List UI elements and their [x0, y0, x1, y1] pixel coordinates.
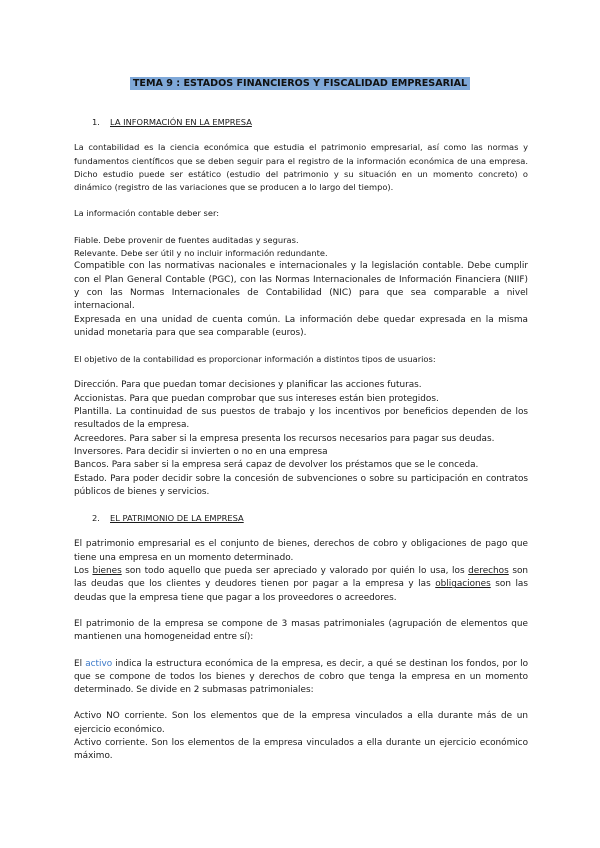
activo-pre: El	[74, 658, 86, 669]
user-accionistas: Accionistas. Para que puedan comprobar que sus intereses están bien protegidos.	[74, 393, 439, 404]
document-body	[74, 116, 528, 764]
masses-paragraph: El patrimonio de la empresa se compone de 3 masas patrimoniales (agrupación de elementos que mantienen una homogeneidad entre sí):	[74, 618, 528, 643]
activo-corriente: Activo corriente. Son los elementos de la empresa vinculados a ella durante un ejercicio económico máximo.	[74, 737, 528, 762]
requirement-compatible: Compatible con las normativas nacionales e internacionales y la legislación contable. Debe cumplir con el Plan General Contable (PGC), con las Normas Internacionales de Información Financiera (NIIF) y con las Normas Internacionales de Contabilidad (NIC) para que sea comparable a nivel internacional.	[74, 261, 528, 312]
section-2-number: 2.	[92, 513, 100, 524]
user-bancos: Bancos. Para saber si la empresa será capaz de devolver los préstamos que se le conceda.	[74, 460, 479, 471]
user-acreedores: Acreedores. Para saber si la empresa presenta los recursos necesarios para pagar sus deudas.	[74, 433, 495, 444]
section-1-heading	[92, 116, 528, 129]
user-estado: Estado. Para poder decidir sobre la concesión de subvenciones o sobre su participación en contratos públicos de bienes y servicios.	[74, 473, 528, 497]
section-1-number: 1.	[92, 117, 100, 127]
terms-text-2: son todo aquello que pueda ser apreciado y valorado por quién lo usa, los	[121, 566, 469, 577]
user-inversores: Inversores. Para decidir si invierten o no en una empresa	[74, 446, 328, 457]
terms-text-1: Los	[74, 566, 93, 577]
user-plantilla: Plantilla. La continuidad de sus puestos de trabajo y los incentivos por beneficios dependen de los resultados de la empresa.	[74, 407, 528, 431]
activo-no-corriente: Activo NO corriente. Son los elementos que de la empresa vinculados a ella durante más de un ejercicio económico.	[74, 711, 528, 735]
objective-paragraph: El objetivo de la contabilidad es proporcionar información a distintos tipos de usuarios:	[74, 354, 436, 365]
terms-text-4: son las deudas que la empresa tiene que pagar a los proveedores o acreedores.	[74, 579, 528, 603]
requirements-intro: La información contable deber ser:	[74, 208, 220, 219]
section-1-title: LA INFORMACIÓN EN LA EMPRESA	[110, 117, 252, 127]
activo-paragraph	[74, 658, 528, 698]
section-2-heading	[92, 512, 528, 525]
requirement-expresada: Expresada en una unidad de cuenta común. La información debe quedar expresada en la misma unidad monetaria para que sea comparable (euros).	[74, 314, 528, 338]
intro-paragraph: La contabilidad es la ciencia económica que estudia el patrimonio empresarial, así como las normas y fundamentos científicos que se deben seguir para el registro de la información económica de una empresa. Dicho estudio puede ser estático (estudio del patrimonio y su situación en un momento concreto) o dinámico (registro de las variaciones que se producen a lo largo del tiempo).	[74, 142, 528, 193]
requirement-fiable: Fiable. Debe provenir de fuentes auditadas y seguras.	[74, 234, 299, 245]
terms-text-3: son las deudas que los clientes y deudores tienen por pagar a la empresa y las	[74, 566, 529, 590]
term-bienes: bienes	[92, 566, 122, 577]
requirement-relevante: Relevante. Debe ser útil y no incluir información redundante.	[74, 248, 328, 259]
term-obligaciones: obligaciones	[435, 579, 491, 590]
terms-paragraph	[74, 565, 528, 605]
document-title: TEMA 9 : ESTADOS FINANCIEROS Y FISCALIDAD EMPRESARIAL	[130, 77, 470, 90]
activo-term: activo	[85, 658, 113, 669]
activo-post: indica la estructura económica de la empresa, es decir, a qué se destinan los fondos, por lo que se compone de todos los bienes y derechos de cobro que tenga la empresa en un momento determinado. Se divide en 2 submasas patrimoniales:	[74, 658, 528, 696]
title-wrap	[0, 71, 600, 90]
user-direccion: Dirección. Para que puedan tomar decisiones y planificar las acciones futuras.	[74, 380, 422, 391]
patrimonio-definition: El patrimonio empresarial es el conjunto de bienes, derechos de cobro y obligaciones de pago que tiene una empresa en un momento determinado.	[74, 539, 528, 563]
term-derechos: derechos	[468, 566, 509, 577]
section-2-title: EL PATRIMONIO DE LA EMPRESA	[110, 513, 244, 524]
